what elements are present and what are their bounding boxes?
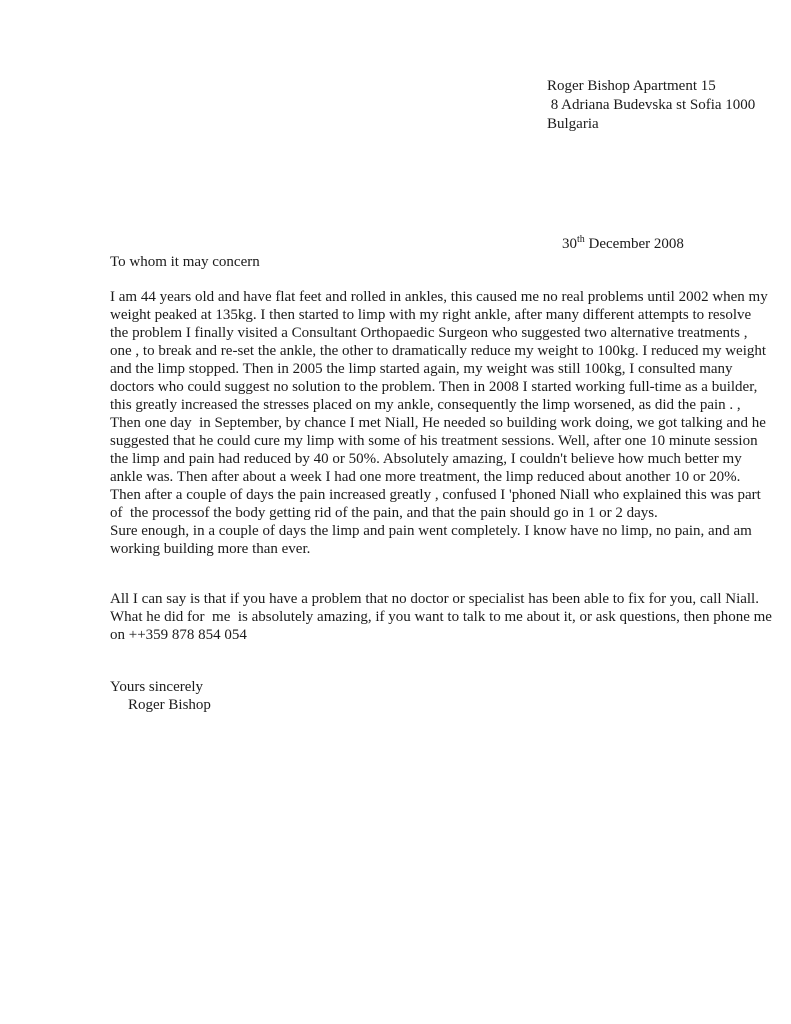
text-line: on ++359 878 854 054 (110, 627, 247, 643)
signature-name: Roger Bishop (128, 697, 211, 713)
sender-address-block (547, 77, 755, 134)
text-line: Then after a couple of days the pain increased greatly , confused I 'phoned Niall who explained this was part (110, 487, 761, 503)
text-line: I am 44 years old and have flat feet and rolled in ankles, this caused me no real problems until 2002 when my (110, 289, 768, 305)
text-line: Bulgaria (547, 116, 599, 132)
closing-phrase: Yours sincerely (110, 679, 204, 695)
text-line: What he did for me is absolutely amazing, if you want to talk to me about it, or ask questions, then phone me (110, 609, 772, 625)
body-paragraph-1 (110, 288, 770, 558)
text-line: weight peaked at 135kg. I then started to limp with my right ankle, after many different attempts to resolve (110, 307, 752, 323)
text-line: ankle was. Then after about a week I had one more treatment, the limp reduced about another 10 or 20%. (110, 469, 741, 485)
text-line: and the limp stopped. Then in 2005 the limp started again, my weight was still 100kg, I consulted many (110, 361, 733, 377)
text-line: doctors who could suggest no solution to the problem. Then in 2008 I started working full-time as a builder, (110, 379, 758, 395)
date-month-year: December 2008 (584, 236, 684, 252)
body-paragraph-2 (110, 590, 770, 644)
text-line: Roger Bishop Apartment 15 (547, 78, 716, 94)
text-line: Sure enough, in a couple of days the limp and pain went completely. I know have no limp, no pain, and am (110, 523, 752, 539)
date-day: 30 (562, 236, 577, 252)
date-line (562, 235, 684, 253)
text-line: 8 Adriana Budevska st Sofia 1000 (547, 97, 756, 113)
text-line: of the processof the body getting rid of the pain, and that the pain should go in 1 or 2 days. (110, 505, 658, 521)
salutation: To whom it may concern (110, 254, 260, 270)
text-line: suggested that he could cure my limp with some of his treatment sessions. Well, after one 10 minute session (110, 433, 758, 449)
text-line: the limp and pain had reduced by 40 or 50%. Absolutely amazing, I couldn't believe how much better my (110, 451, 742, 467)
text-line: working building more than ever. (110, 541, 311, 557)
text-line: All I can say is that if you have a problem that no doctor or specialist has been able to fix for you, call Niall. (110, 591, 759, 607)
text-line: Then one day in September, by chance I met Niall, He needed so building work doing, we got talking and he (110, 415, 766, 431)
text-line: the problem I finally visited a Consultant Orthopaedic Surgeon who suggested two alternative treatments , (110, 325, 748, 341)
text-line: one , to break and re-set the ankle, the other to dramatically reduce my weight to 100kg. I reduced my weight (110, 343, 767, 359)
letter-body (110, 253, 770, 714)
date-ordinal-suffix: th (577, 234, 585, 245)
text-line: this greatly increased the stresses placed on my ankle, consequently the limp worsened, as did the pain . , (110, 397, 741, 413)
